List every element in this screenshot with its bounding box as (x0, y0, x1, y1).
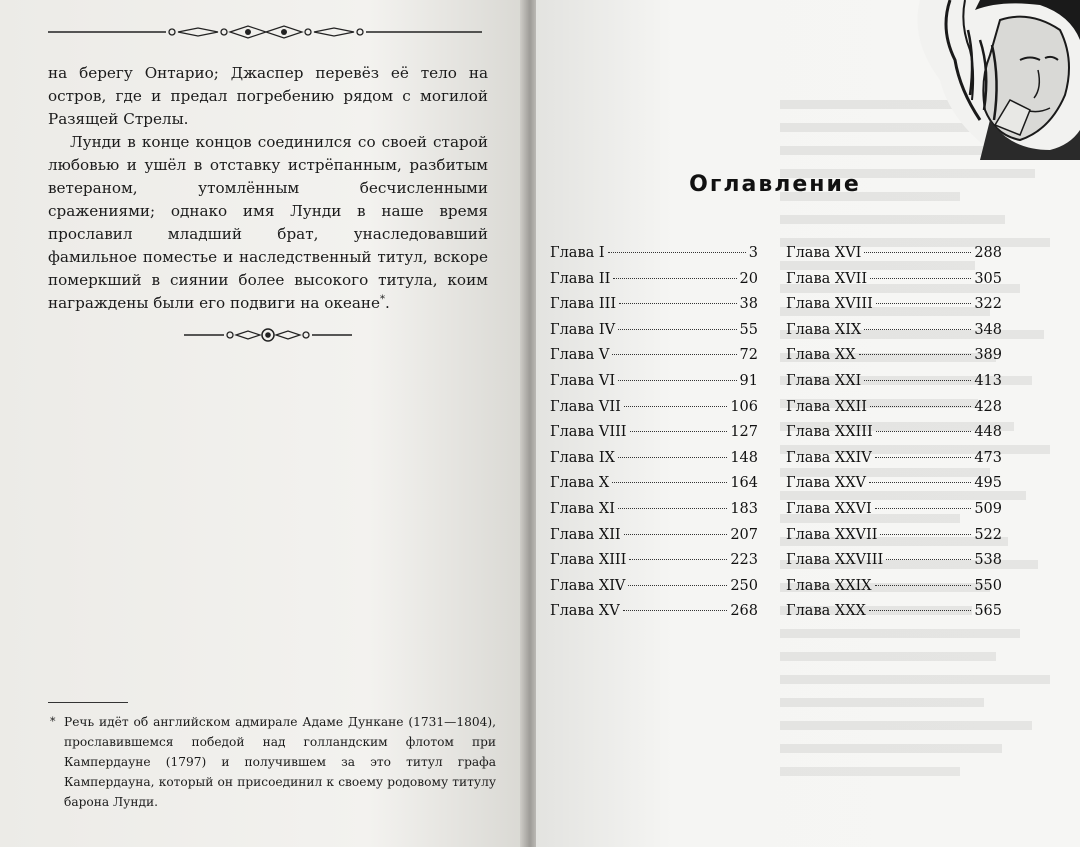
toc-entry-label: Глава I (550, 245, 605, 261)
toc-dot-leader (869, 482, 971, 483)
toc-entry-label: Глава IX (550, 449, 615, 466)
toc-entry-label: Глава XX (786, 347, 856, 364)
footnote-text: Речь идёт об английском адмирале Адаме Дункане (1731—1804), прославившемся победой над голландским флотом при Кампердауне (1797) и получившем за это титул графа Кампердауна, который он присоединил к своему родовому титулу барона Лунди. (64, 715, 496, 809)
toc-dot-leader (623, 610, 728, 611)
toc-dot-leader (624, 406, 728, 407)
toc-entry-page: 55 (739, 321, 758, 338)
toc-entry-page: 322 (974, 296, 1002, 313)
toc-entry-label: Глава XIV (550, 577, 626, 594)
toc-entry-page: 565 (974, 603, 1002, 620)
toc-dot-leader (618, 508, 727, 509)
toc-entry (550, 552, 758, 578)
toc-entry-page: 413 (974, 372, 1002, 389)
toc-dot-leader (612, 354, 736, 355)
toc-dot-leader (870, 278, 971, 279)
left-page (0, 0, 528, 847)
toc-entry-page: 348 (974, 321, 1002, 338)
toc-entry (550, 322, 758, 348)
toc-entry-label: Глава XXIII (786, 424, 873, 441)
paragraph-1: на берегу Онтарио; Джаспер перевёз её тело на остров, где и предал погребению рядом с могилой Разящей Стрелы. (48, 64, 488, 128)
toc-entry-label: Глава XXVIII (786, 552, 884, 569)
toc-column-1 (550, 245, 758, 629)
toc-entry-label: Глава VIII (550, 424, 627, 441)
toc-entry (550, 475, 758, 501)
toc-column-2 (786, 245, 1002, 629)
toc-entry-label: Глава XXVII (786, 526, 878, 543)
toc-entry-label: Глава XXVI (786, 500, 872, 517)
toc-entry-page: 522 (974, 526, 1002, 543)
toc-dot-leader (864, 329, 971, 330)
toc-entry-page: 428 (974, 398, 1002, 415)
section-end-ornament (184, 324, 352, 346)
toc-dot-leader (629, 559, 727, 560)
toc-entry-page: 250 (730, 577, 758, 594)
toc-entry-page: 509 (974, 500, 1002, 517)
toc-entry-page: 268 (730, 603, 758, 620)
toc-entry-page: 389 (974, 347, 1002, 364)
toc-entry-label: Глава XV (550, 603, 620, 620)
toc-entry (786, 347, 1002, 373)
toc-dot-leader (886, 559, 971, 560)
toc-entry-page: 223 (730, 552, 758, 569)
toc-entry (786, 527, 1002, 553)
toc-entry-label: Глава V (550, 347, 610, 364)
toc-entry-page: 207 (730, 526, 758, 543)
body-text (48, 62, 488, 315)
toc-entry-page: 91 (739, 372, 758, 389)
toc-entry (786, 578, 1002, 604)
toc-entry-label: Глава XXX (786, 603, 866, 620)
toc-dot-leader (608, 252, 746, 253)
toc-entry (786, 296, 1002, 322)
toc-entry-label: Глава IV (550, 321, 616, 338)
toc-entry (550, 399, 758, 425)
toc-dot-leader (618, 457, 727, 458)
top-ornament-divider (48, 22, 482, 42)
toc-entry-page: 38 (739, 296, 758, 313)
toc-entry (786, 501, 1002, 527)
toc-dot-leader (619, 303, 736, 304)
toc-entry-label: Глава II (550, 270, 611, 287)
toc-entry-page: 495 (974, 475, 1002, 492)
toc-entry-label: Глава III (550, 296, 617, 313)
toc-entry (786, 603, 1002, 629)
toc-entry-label: Глава VII (550, 398, 621, 415)
toc-dot-leader (612, 482, 727, 483)
toc-entry-page: 550 (974, 577, 1002, 594)
toc-entry (550, 245, 758, 271)
toc-entry (786, 245, 1002, 271)
footnote (50, 712, 496, 812)
toc-entry-label: Глава XXIX (786, 577, 872, 594)
toc-dot-leader (859, 354, 972, 355)
toc-dot-leader (880, 534, 971, 535)
toc-title: Оглавление (689, 172, 861, 197)
toc-entry (550, 527, 758, 553)
toc-dot-leader (628, 585, 727, 586)
toc-entry-page: 72 (739, 347, 758, 364)
toc-entry-page: 288 (974, 245, 1002, 261)
toc-entry (550, 296, 758, 322)
toc-entry (550, 450, 758, 476)
toc-dot-leader (618, 329, 736, 330)
toc-entry-label: Глава XXII (786, 398, 867, 415)
toc-dot-leader (875, 508, 972, 509)
toc-dot-leader (876, 303, 971, 304)
toc-dot-leader (869, 610, 971, 611)
toc-entry (550, 347, 758, 373)
toc-dot-leader (870, 406, 971, 407)
toc-entry-page: 183 (730, 500, 758, 517)
footnote-star: * (50, 715, 56, 728)
toc-entry-label: Глава XII (550, 526, 621, 543)
toc-entry (550, 501, 758, 527)
toc-entry-label: Глава XIII (550, 552, 627, 569)
toc-entry-label: Глава XVIII (786, 296, 873, 313)
toc-dot-leader (864, 252, 971, 253)
toc-entry-page: 538 (974, 552, 1002, 569)
toc-entry (786, 552, 1002, 578)
toc-entry (786, 450, 1002, 476)
toc-dot-leader (630, 431, 728, 432)
toc-entry (550, 578, 758, 604)
toc-entry-page: 3 (748, 245, 758, 261)
footnote-reference: * (380, 293, 385, 305)
toc-entry-label: Глава XIX (786, 321, 862, 338)
toc-entry-label: Глава XXIV (786, 449, 872, 466)
toc-entry-page: 305 (974, 270, 1002, 287)
toc-entry (786, 424, 1002, 450)
toc-dot-leader (875, 585, 972, 586)
toc-entry-label: Глава XVI (786, 245, 862, 261)
footnote-rule (48, 702, 128, 703)
toc-entry (550, 271, 758, 297)
toc-dot-leader (864, 380, 971, 381)
toc-dot-leader (618, 380, 736, 381)
toc-entry (550, 424, 758, 450)
toc-entry (786, 322, 1002, 348)
toc-entry-label: Глава VI (550, 372, 616, 389)
toc-entry (550, 373, 758, 399)
toc-entry-label: Глава XXV (786, 475, 866, 492)
paragraph-2: Лунди в конце концов соединился со своей старой любовью и ушёл в отставку истрёпанным, разбитым ветераном, утомлённым бесчисленными сражениями; однако имя Лунди в наше время прославил младший брат, унаследовавший фамильное поместье и наследственный титул, вскоре померкший в сиянии более высокого титула, коим награждены были его подвиги на океане*. (48, 133, 488, 312)
toc-entry-page: 164 (730, 475, 758, 492)
toc-entry-page: 448 (974, 424, 1002, 441)
toc-entry-page: 20 (739, 270, 758, 287)
toc-entry-label: Глава X (550, 475, 610, 492)
toc-dot-leader (613, 278, 736, 279)
toc-entry (786, 475, 1002, 501)
toc-entry-page: 148 (730, 449, 758, 466)
toc-dot-leader (875, 457, 972, 458)
toc-entry-label: Глава XVII (786, 270, 868, 287)
toc-dot-leader (624, 534, 728, 535)
toc-dot-leader (876, 431, 972, 432)
paragraph-2-text: Лунди в конце концов соединился со своей старой любовью и ушёл в отставку истрёпанным, разбитым ветераном, утомлённым бесчисленными сражениями; однако имя Лунди в наше время прославил младший брат, унаследовавший фамильное поместье и наследственный титул, вскоре померкший в сиянии более высокого титула, коим награждены были его подвиги на океане (48, 133, 488, 312)
toc-entry-label: Глава XI (550, 500, 615, 517)
portrait-illustration (880, 0, 1080, 160)
toc-entry-page: 473 (974, 449, 1002, 466)
toc-entry (786, 399, 1002, 425)
toc-entry (786, 271, 1002, 297)
toc-entry-page: 106 (730, 398, 758, 415)
toc-entry-label: Глава XXI (786, 372, 862, 389)
toc-entry (786, 373, 1002, 399)
toc-entry-page: 127 (730, 424, 758, 441)
toc-entry (550, 603, 758, 629)
